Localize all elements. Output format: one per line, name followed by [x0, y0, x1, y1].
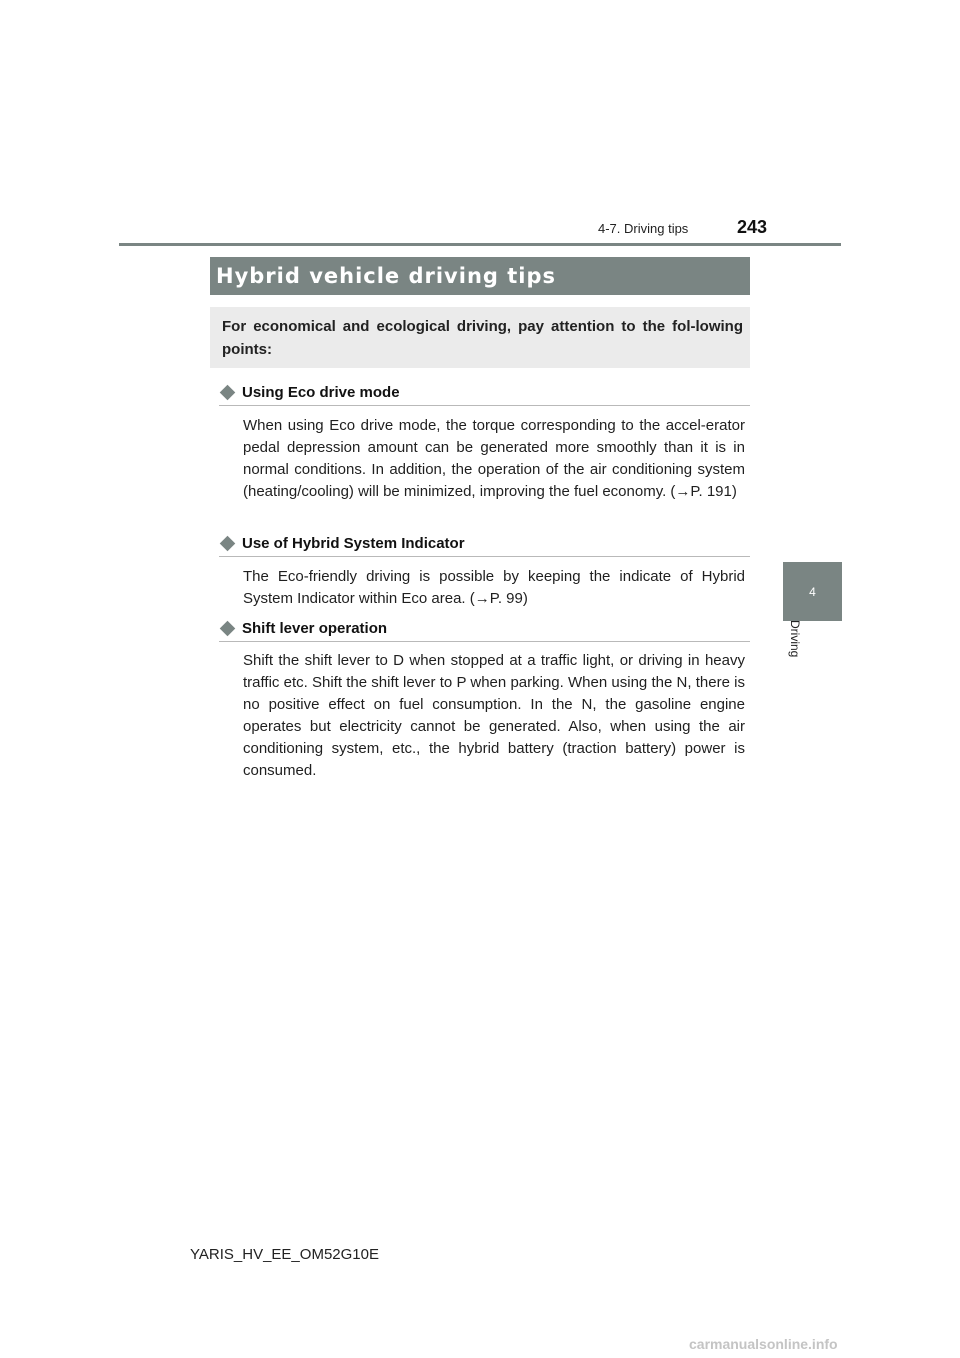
section-heading-shift-lever — [219, 620, 750, 642]
section-body-shift-lever: Shift the shift lever to D when stopped at a traffic light, or driving in heavy traffic etc. Shift the shift lever to P when parking. When using the N, there is no positive effect on fuel consumption. In the N, the gasoline engine operates but electricity cannot be generated. Also, when using the air conditioning system, etc., the hybrid battery (traction battery) power is consumed. — [243, 652, 745, 779]
diamond-bullet-icon — [220, 536, 236, 552]
chapter-tab — [783, 562, 842, 621]
section-body-eco-drive: When using Eco drive mode, the torque corresponding to the accel-erator pedal depression amount can be generated more smoothly than it is in normal conditions. In addition, the operation of the air conditioning system (heating/cooling) will be minimized, improving the fuel economy. (→P. 191) — [243, 417, 745, 500]
page-title: Hybrid vehicle driving tips — [216, 264, 557, 288]
page-title-bar — [210, 257, 750, 295]
page-number: 243 — [737, 217, 768, 237]
section-body-hybrid-indicator: The Eco-friendly driving is possible by keeping the indicate of Hybrid System Indicator within Eco area. (→P. 99) — [243, 568, 745, 607]
intro-box — [210, 307, 750, 368]
watermark: carmanualsonline.info — [689, 1336, 838, 1352]
section-heading-text: Using Eco drive mode — [242, 384, 400, 401]
chapter-number: 4 — [809, 584, 816, 599]
section-heading-eco-drive — [219, 384, 750, 406]
section-heading-text: Use of Hybrid System Indicator — [242, 535, 465, 552]
diamond-bullet-icon — [220, 385, 236, 401]
header-section-title: 4-7. Driving tips — [598, 221, 689, 236]
document-code: YARIS_HV_EE_OM52G10E — [190, 1246, 379, 1263]
header-divider — [119, 243, 841, 246]
intro-text: For economical and ecological driving, pay attention to the fol-lowing points: — [222, 318, 743, 358]
diamond-bullet-icon — [220, 621, 236, 637]
section-heading-hybrid-indicator — [219, 535, 750, 557]
chapter-name: Driving — [788, 620, 802, 658]
section-heading-text: Shift lever operation — [242, 620, 388, 637]
